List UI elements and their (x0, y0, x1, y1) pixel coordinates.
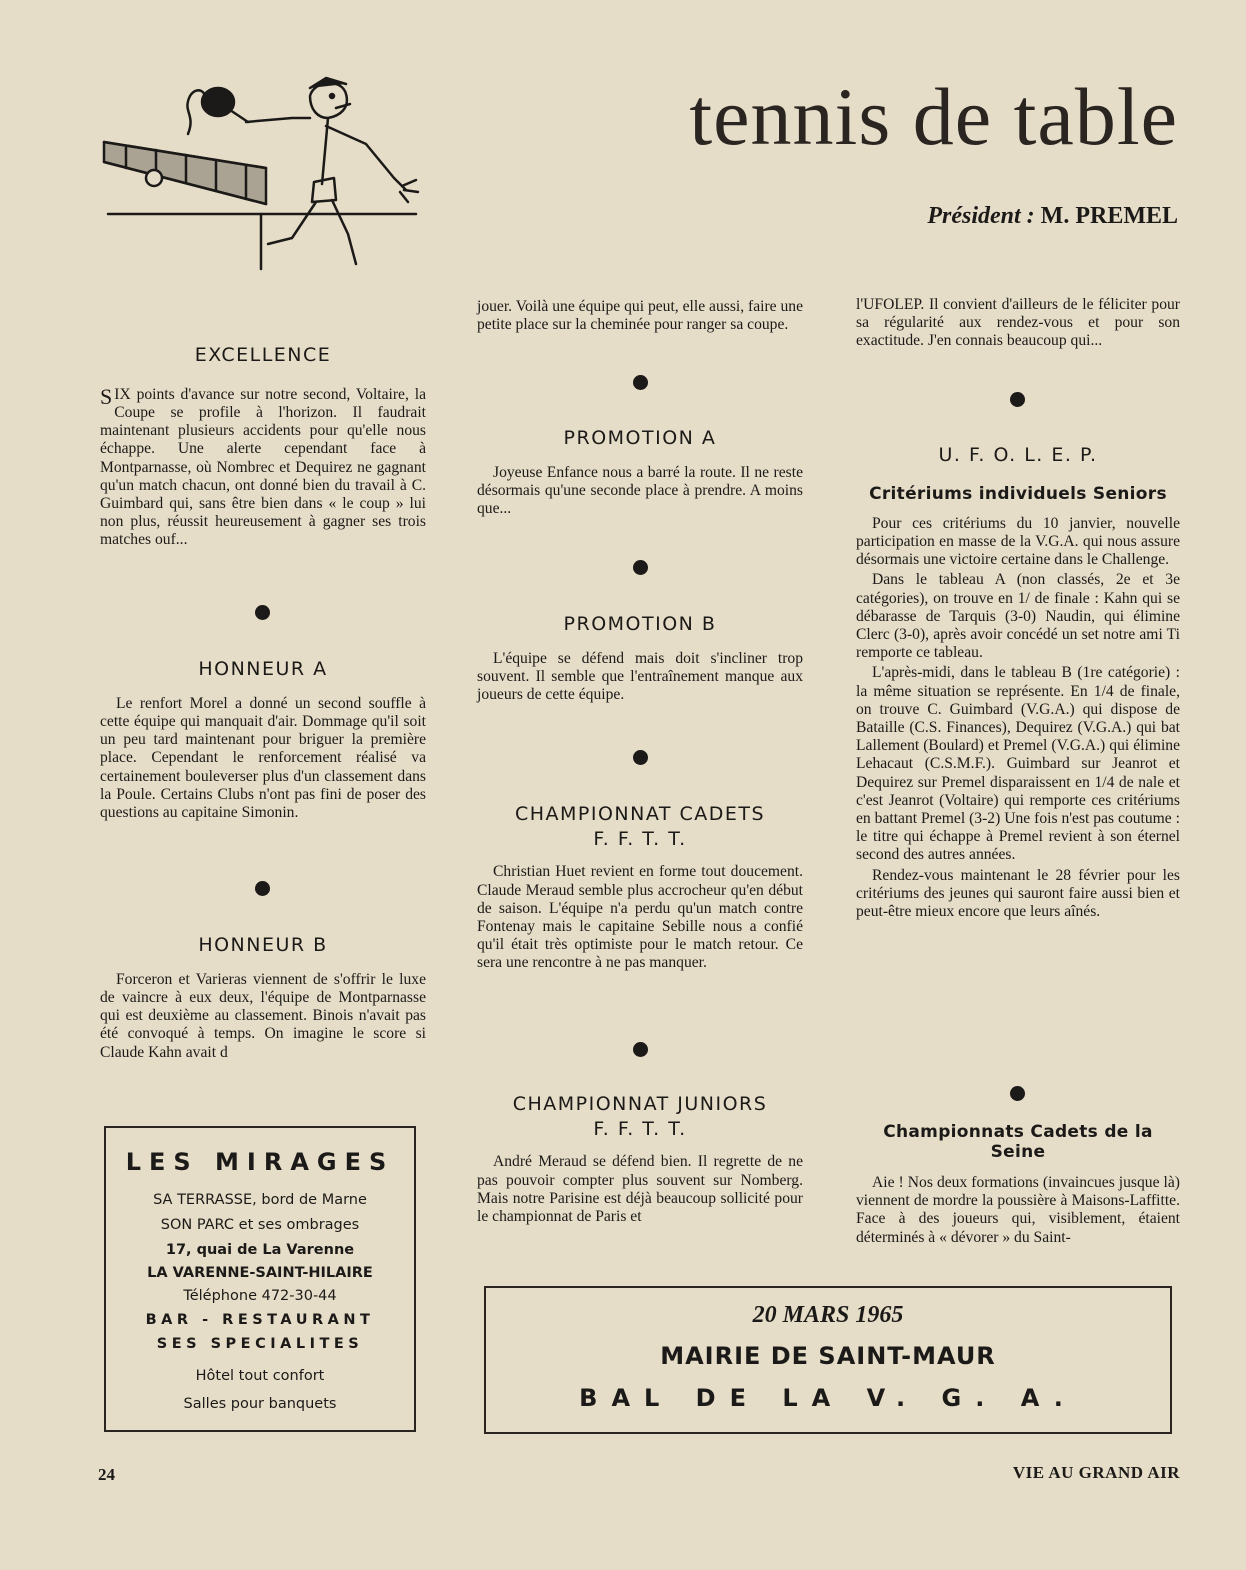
ad-line: SES SPECIALITES (156, 1336, 364, 1352)
section-text: S IX points d'avance sur notre second, Voltaire, la Coupe se profile à l'horizon. Il faudrait maintenant plusieurs accidents pour qu'elle nous échappe. Une alerte cependant face à Montparnasse, où Nombrec et Dequirez ne gagnant qu'un match chacun, ont donné bien du travail à C. Guimbard qui, sans être bien dans « le coup » lui non plus, réussit heureusement à gagner ses trois matches ouf... (100, 383, 426, 549)
section-text: Le renfort Morel a donné un second souffle à cette équipe qui manquait d'air. Dommage qu'il soit un peu tard maintenant pour briguer la première place. Cependant le renforcement réalisé va certainement bouleverser plus d'un classement dans la Poule. Certains Clubs n'ont pas fini de poser des questions au capitaine Simonin. (100, 694, 426, 821)
section-text: Joyeuse Enfance nous a barré la route. Il ne reste désormais qu'une seconde place à prendre. A moins que... (477, 463, 803, 518)
ad-line: BAR - RESTAURANT (145, 1312, 375, 1328)
ad-line: SON PARC et ses ombrages (160, 1217, 360, 1233)
section-continuation (477, 298, 803, 334)
bullet-separator-icon (1010, 392, 1025, 407)
section-heading: Championnats Cadets de la Seine (883, 1122, 1153, 1162)
drop-cap: S (100, 383, 113, 409)
section-text: André Meraud se défend bien. Il regrette de ne pas pouvoir compter plus souvent sur Nomberg. Mais notre Parisine est déjà beaucoup sollicité pour le championnat de Paris et (477, 1153, 803, 1225)
section-subheading: Critériums individuels Seniors (869, 483, 1167, 504)
section-excellence (100, 343, 426, 550)
section-text: Rendez-vous maintenant le 28 février pour les critériums des jeunes qui sauront faire aussi bien et peut-être mieux encore que leurs aînés. (856, 866, 1180, 920)
section-cadets-seine (856, 1122, 1180, 1247)
ad-line: Hôtel tout confort (195, 1368, 325, 1384)
section-text: Christian Huet revient en forme tout doucement. Claude Meraud semble plus accrocheur qu'en début de saison. L'équipe n'a perdu qu'un match contre Fontenay mais le capitaine Sebille nous a confié qu'il était très optimiste pour le match retour. Ce sera une rencontre à ne pas manquer. (477, 863, 803, 972)
ad-title: LES MIRAGES (125, 1148, 395, 1176)
section-heading: HONNEUR B (198, 934, 328, 956)
section-honneur-b (100, 933, 426, 1062)
section-text: Pour ces critériums du 10 janvier, nouvelle participation en masse de la V.G.A. qui nous assure désormais une victoire certaine dans le Challenge. (856, 514, 1180, 569)
section-continuation (856, 296, 1180, 351)
section-ufolep (856, 443, 1180, 921)
bullet-separator-icon (255, 881, 270, 896)
president-line (927, 203, 1178, 230)
ad-phone: Téléphone 472-30-44 (183, 1288, 337, 1304)
publication-name: VIE AU GRAND AIR (1012, 1463, 1180, 1482)
section-heading: CHAMPIONNAT CADETS F. F. T. T. (514, 803, 766, 850)
ad-address: 17, quai de La Varenne (165, 1242, 355, 1258)
section-text: l'UFOLEP. Il convient d'ailleurs de le féliciter pour sa régularité aux rendez-vous et pour son exactitude. J'en connais beaucoup qui... (856, 296, 1180, 350)
bullet-separator-icon (1010, 1086, 1025, 1101)
section-championnat-juniors (477, 1092, 803, 1226)
section-heading: CHAMPIONNAT JUNIORS F. F. T. T. (512, 1093, 768, 1140)
ad-line: Salles pour banquets (183, 1396, 337, 1412)
section-text: L'après-midi, dans le tableau B (1re catégorie) : la même situation se représente. En 1/4 de finale, on trouve C. Guimbard (V.G.A.) qui dispose de Bataille (C.S. Finances), Dequirez (V.G.A.) qui bat Lallement (Boulard) et Premel (V.G.A.) qui élimine Lehacaut (C.S.M.F.). Guimbard sur Jeanrot et Dequirez sur Premel disparaissent en 1/4 de nale et c'est Jeanrot (Voltaire) qui remporte ces critériums en battant Premel (3-2) Une fois n'est pas coutume : le titre qui échappe à Premel revient à son éternel second des autres années. (856, 664, 1180, 864)
section-promotion-a (477, 426, 803, 518)
bullet-separator-icon (633, 1042, 648, 1057)
president-label: Président : (927, 203, 1035, 229)
section-text: Dans le tableau A (non classés, 2e et 3e catégories), on trouve en 1/ de finale : Kahn qui se débarasse de Tarquis (3-0) Naudin, qui élimine Clerc (3-0), après avoir concédé un set notre ami Ti remporte ce tableau. (856, 571, 1180, 662)
section-heading: HONNEUR A (198, 658, 328, 680)
section-heading: PROMOTION B (563, 613, 717, 635)
bullet-separator-icon (633, 560, 648, 575)
section-honneur-a (100, 657, 426, 822)
page-title: tennis de table (689, 71, 1178, 162)
section-heading: EXCELLENCE (194, 344, 332, 366)
president-name: M. PREMEL (1040, 203, 1178, 229)
section-text: Aie ! Nos deux formations (invaincues jusque là) viennent de mordre la poussière à Maisons-Laffitte. Face à des joueurs qui, visiblement, étaient déterminés à « dévorer » du Saint- (856, 1174, 1180, 1246)
event-date: 20 MARS 1965 (752, 1302, 904, 1328)
section-heading: U. F. O. L. E. P. (938, 444, 1098, 466)
bullet-separator-icon (255, 605, 270, 620)
event-announcement (484, 1286, 1172, 1434)
section-championnat-cadets (477, 802, 803, 973)
section-promotion-b (477, 612, 803, 704)
bullet-separator-icon (633, 750, 648, 765)
bullet-separator-icon (633, 375, 648, 390)
ad-line: SA TERRASSE, bord de Marne (153, 1192, 367, 1208)
section-text: L'équipe se défend mais doit s'incliner trop souvent. Il semble que l'entraînement manque aux joueurs de cette équipe. (477, 649, 803, 704)
page-number: 24 (98, 1465, 115, 1484)
section-heading: PROMOTION A (563, 427, 717, 449)
ad-city: LA VARENNE-SAINT-HILAIRE (147, 1265, 373, 1281)
section-text: jouer. Voilà une équipe qui peut, elle aussi, faire une petite place sur la cheminée pour ranger sa coupe. (477, 298, 803, 334)
event-venue: MAIRIE DE SAINT-MAUR (660, 1342, 996, 1370)
advertisement-les-mirages (104, 1126, 416, 1432)
event-name: BAL DE LA V. G. A. (579, 1384, 1077, 1412)
table-tennis-player-icon (96, 74, 426, 274)
section-text: Forceron et Varieras viennent de s'offrir le luxe de vaincre à eux deux, l'équipe de Montparnasse qui est deuxième au classement. Binois n'avait pas été convoqué à temps. On imagine le score si Claude Kahn avait d (100, 970, 426, 1061)
